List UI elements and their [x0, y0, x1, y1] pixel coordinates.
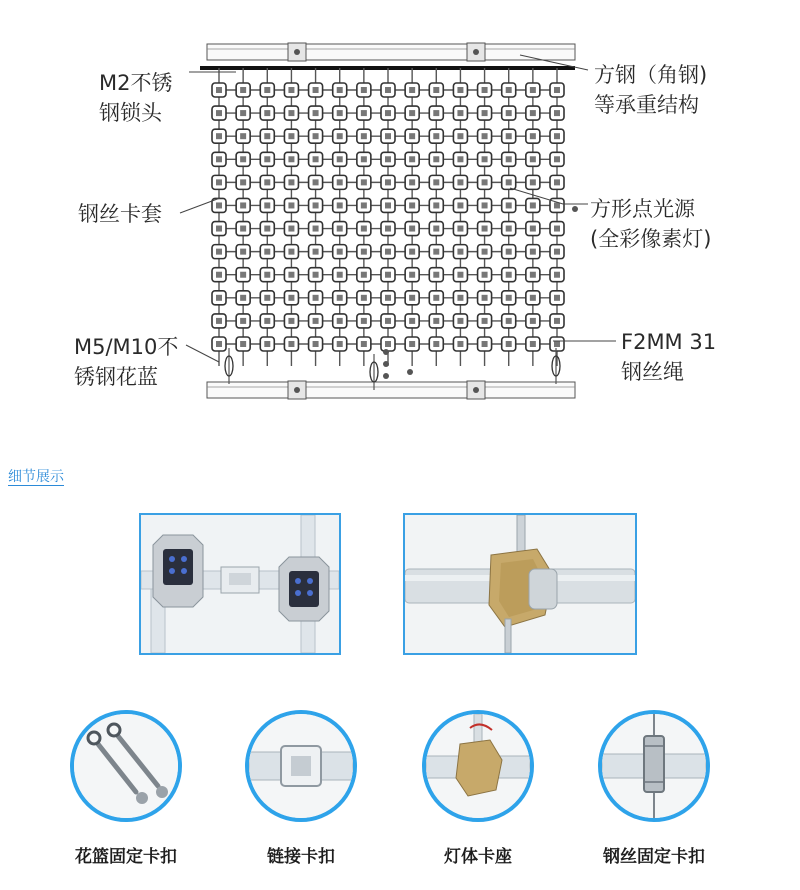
detail-photo-pixel-chain — [139, 513, 341, 655]
pixel-grid — [212, 68, 578, 390]
callout-turnbuckle: M5/M10不 锈钢花蓝 — [74, 335, 179, 389]
wire-clamp-icon — [598, 710, 710, 822]
detail-label-wire-clamp: 钢丝固定卡扣 — [603, 847, 705, 867]
turnbuckle-icon — [70, 710, 182, 822]
callout-m2-lock: M2不锈 钢锁头 — [99, 71, 173, 125]
detail-photo-lamp-clamp — [403, 513, 637, 655]
mesh-screen-diagram — [0, 0, 800, 420]
detail-label-link-clip: 链接卡扣 — [267, 847, 335, 867]
steel-beam-bottom — [207, 381, 575, 399]
callout-wire-sleeve: 钢丝卡套 — [78, 202, 162, 226]
detail-label-turnbuckle: 花篮固定卡扣 — [75, 847, 177, 867]
callout-pixel-light: 方形点光源 (全彩像素灯) — [590, 197, 712, 251]
callout-square-steel: 方钢（角钢) 等承重结构 — [594, 63, 708, 117]
callout-wire-rope: F2MM 31 钢丝绳 — [621, 330, 717, 384]
detail-label-lamp-holder: 灯体卡座 — [444, 847, 512, 867]
steel-beam-top — [207, 43, 575, 61]
link-clip-icon — [245, 710, 357, 822]
lamp-holder-icon — [422, 710, 534, 822]
section-heading: 细节展示 — [8, 469, 64, 485]
